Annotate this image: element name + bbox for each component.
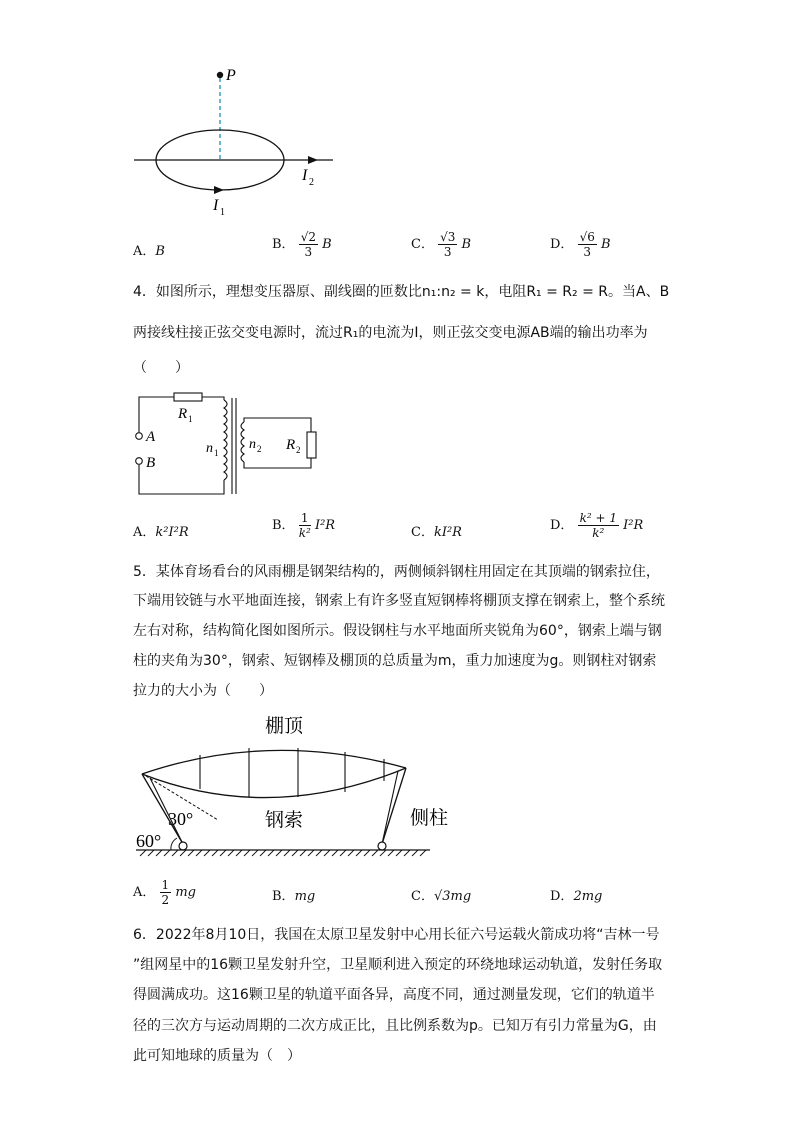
q5-option-c[interactable]: C．√3mg: [411, 889, 472, 904]
transformer-circuit-figure: [128, 388, 328, 500]
roof-arc: [142, 750, 406, 774]
q5-line-2: 下端用铰链与水平地面连接，钢索上有许多竖直短钢棒将棚顶支撑在钢索上，整个系统: [133, 593, 665, 609]
terminal-b[interactable]: [136, 458, 143, 465]
label-p: P: [226, 67, 236, 84]
primary-top-wire-2: [202, 397, 224, 400]
resistor-r2: [307, 432, 316, 458]
q4-line-3: （ ）: [133, 360, 189, 376]
label-i2: I: [302, 167, 308, 184]
label-r2: R: [286, 437, 296, 453]
q3-option-c[interactable]: C． $\frac{√3}{3}$ B: [411, 230, 472, 259]
q4-option-c[interactable]: C．kI²R: [411, 525, 462, 540]
label-pillar: 侧柱: [410, 808, 449, 829]
primary-coil: [224, 400, 227, 480]
q6-line-3: 得圆满成功。这16颗卫星的轨道平面各异，高度不同，通过测量发现，它们的轨道半: [133, 987, 655, 1003]
label-i1-sub: 1: [220, 207, 225, 218]
terminal-a[interactable]: [136, 433, 143, 440]
label-cable: 钢索: [265, 810, 304, 831]
label-a: A: [146, 429, 156, 445]
secondary-coil: [241, 422, 244, 462]
q6-line-5: 此可知地球的质量为（ ）: [133, 1048, 301, 1064]
label-r1: R: [178, 406, 188, 422]
label-r1-sub: 1: [188, 414, 193, 424]
q5-option-a[interactable]: A． $\frac{1}{2}$ mg: [133, 878, 196, 907]
q4-line-1: 4．如图所示，理想变压器原、副线圈的匝数比n₁:n₂ = k，电阻R₁ = R₂ = R。当A、B: [133, 284, 670, 300]
left-hinge: [179, 842, 187, 850]
primary-top-wire: [139, 397, 174, 432]
label-i1: I: [213, 197, 219, 214]
q3-option-b[interactable]: B． $\frac{√2}{3}$ B: [272, 230, 332, 259]
q4-option-b[interactable]: B． $\frac{1}{\text{k²}}$ I²R: [272, 511, 336, 540]
q3-option-a[interactable]: A．B: [133, 244, 165, 259]
canopy-structure-figure: [132, 708, 449, 858]
angle-60-arc: [171, 838, 177, 850]
q5-line-3: 左右对称，结构简化图如图所示。假设钢柱与水平地面所夹锐角为60°，钢索上端与钢: [133, 623, 662, 639]
q5-line-4: 柱的夹角为30°，钢索、短钢棒及棚顶的总质量为m，重力加速度为g。则钢柱对钢索: [133, 653, 657, 669]
q4-option-a[interactable]: A．k²I²R: [133, 525, 189, 540]
label-n1-sub: 1: [214, 448, 219, 458]
right-pillar-inner: [382, 771, 398, 844]
q5-line-1: 5．某体育场看台的风雨棚是钢架结构的，两侧倾斜钢柱用固定在其顶端的钢索拉住，: [133, 564, 660, 580]
right-pillar: [382, 768, 406, 844]
label-angle-30: 30°: [168, 809, 194, 829]
wire-arrow: [308, 156, 318, 164]
label-n2-sub: 2: [257, 444, 262, 454]
q5-option-d[interactable]: D．2mg: [550, 889, 603, 904]
label-n1: n: [206, 441, 213, 456]
q3-option-d[interactable]: D． $\frac{√6}{3}$ B: [550, 230, 611, 259]
cable-arc: [142, 768, 406, 798]
resistor-r1: [174, 393, 202, 401]
q5-line-5: 拉力的大小为（ ）: [133, 683, 273, 699]
q5-option-b[interactable]: B．mg: [272, 889, 316, 904]
label-r2-sub: 2: [296, 445, 301, 455]
secondary-wire: [244, 418, 311, 432]
right-hinge: [378, 842, 386, 850]
q4-option-d[interactable]: D． $\frac{\text{k² + 1}}{\text{k²}}$ I²R: [550, 511, 644, 540]
q6-line-4: 径的三次方与运动周期的二次方成正比，且比例系数为p。已知万有引力常量为G，由: [133, 1018, 657, 1034]
label-roof: 棚顶: [265, 716, 304, 737]
q6-line-2: ”组网星中的16颗卫星发射升空，卫星顺利进入预定的环绕地球运动轨道，发射任务取: [133, 957, 663, 973]
secondary-wire-2: [244, 458, 311, 468]
ground-hatching: [140, 850, 426, 856]
point-p: [217, 72, 223, 78]
label-i2-sub: 2: [309, 177, 314, 188]
loop-arrow: [214, 186, 224, 194]
label-n2: n: [249, 437, 256, 452]
q4-line-2: 两接线柱接正弦交变电源时，流过R₁的电流为I，则正弦交变电源AB端的输出功率为: [133, 325, 648, 341]
label-angle-60: 60°: [136, 831, 162, 851]
loop-current-figure: [128, 62, 348, 222]
label-b: B: [146, 455, 156, 471]
q6-line-1: 6．2022年8月10日，我国在太原卫星发射中心用长征六号运载火箭成功将“吉林一号: [133, 927, 660, 943]
